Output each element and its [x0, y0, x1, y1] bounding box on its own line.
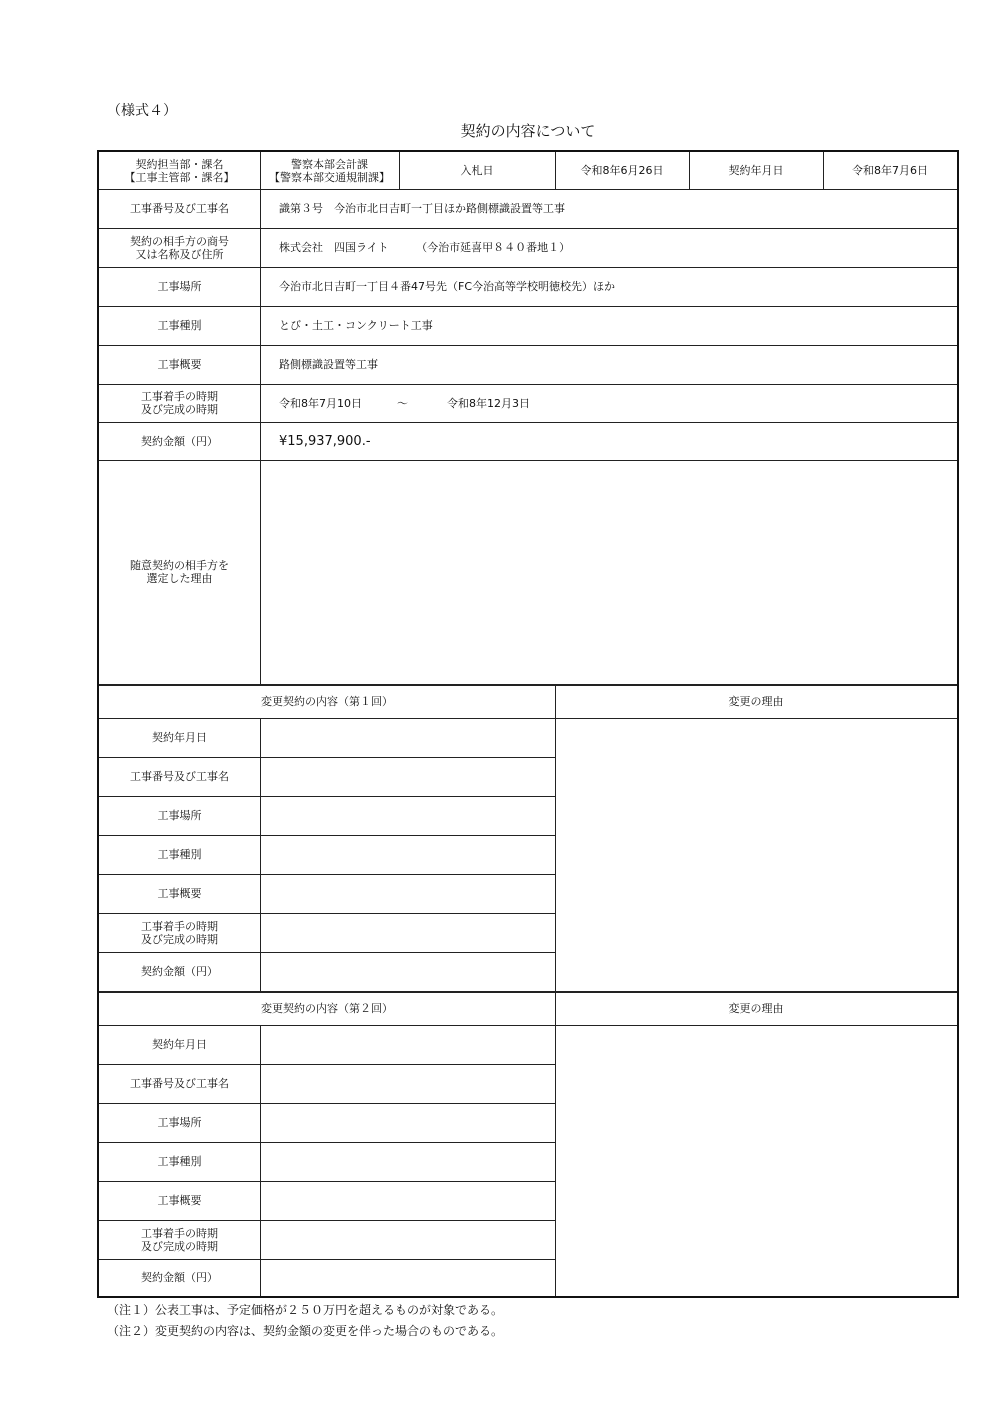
place-label: 工事場所 [157, 280, 202, 293]
work-no-value: 識第３号 今治市北日吉町一丁目ほか路側標識設置等工事 [279, 202, 565, 215]
period-value [260, 384, 957, 422]
work-no-label: 工事番号及び工事名 [130, 202, 229, 215]
change2-header: 変更契約の内容（第２回） [261, 1001, 393, 1015]
summary-value: 路側標識設置等工事 [279, 358, 378, 371]
change1-place-label: 工事場所 [157, 809, 202, 822]
reason-value [260, 460, 957, 684]
footnote-2: （注２）変更契約の内容は、契約金額の変更を伴った場合のものである。 [107, 1324, 504, 1338]
change1-header: 変更契約の内容（第１回） [261, 694, 393, 708]
dept-label-line2: 【工事主管部・課名】 [124, 170, 235, 184]
reason-label-line1: 随意契約の相手方を [130, 559, 229, 572]
change2-work-no-label: 工事番号及び工事名 [130, 1077, 229, 1090]
amount-value: ¥15,937,900.- [279, 433, 371, 449]
period-label-line2: 及び完成の時期 [141, 403, 218, 416]
contract-date-label: 契約年月日 [728, 164, 784, 177]
change1-type-label: 工事種別 [157, 848, 202, 861]
change1-date-label: 契約年月日 [152, 731, 207, 744]
partner-label-line2: 又は名称及び住所 [135, 247, 224, 261]
change1-period-label-line2: 及び完成の時期 [141, 932, 218, 946]
change2-reason-header: 変更の理由 [728, 1001, 784, 1015]
change1-reason-header: 変更の理由 [728, 694, 784, 708]
reason-label [99, 460, 260, 684]
change1-work-no-label: 工事番号及び工事名 [130, 770, 229, 783]
reason-label-line2: 選定した理由 [146, 572, 213, 585]
period-end: 令和8年12月3日 [447, 396, 530, 410]
form-number-label: （様式４） [107, 103, 177, 119]
grid-line [260, 1025, 261, 1296]
bid-date-value: 令和8年6月26日 [580, 164, 664, 177]
change2-period-label-line1: 工事着手の時期 [141, 1226, 218, 1240]
change2-type-label: 工事種別 [157, 1155, 202, 1168]
dept-label [99, 152, 260, 189]
change2-date-label: 契約年月日 [152, 1038, 207, 1051]
period-start: 令和8年7月10日 [279, 396, 362, 410]
type-value: とび・土工・コンクリート工事 [279, 319, 433, 332]
dept-value-line2: 【警察本部交通規制課】 [269, 170, 390, 184]
period-label [99, 384, 260, 422]
dept-value-line1: 警察本部会計課 [291, 157, 368, 171]
change2-place-label: 工事場所 [157, 1116, 202, 1129]
change2-summary-label: 工事概要 [157, 1194, 202, 1207]
amount-label: 契約金額（円） [141, 434, 218, 448]
partner-value: 株式会社 四国ライト （今治市延喜甲８４０番地１） [279, 241, 571, 254]
partner-label [99, 228, 260, 267]
change1-summary-label: 工事概要 [157, 887, 202, 900]
footnotes [107, 1300, 503, 1342]
change2-period-label-line2: 及び完成の時期 [141, 1239, 218, 1253]
partner-label-line1: 契約の相手方の商号 [130, 234, 229, 248]
summary-label: 工事概要 [157, 358, 202, 371]
type-label: 工事種別 [157, 319, 202, 332]
dept-value [260, 152, 399, 189]
change2-amount-label: 契約金額（円） [141, 1271, 218, 1284]
contract-date-value: 令和8年7月6日 [852, 164, 928, 177]
change2-period-label [99, 1220, 260, 1259]
grid-line [260, 718, 261, 991]
change1-amount-label: 契約金額（円） [141, 965, 218, 978]
period-separator: ～ [397, 396, 408, 410]
change1-period-label-line1: 工事着手の時期 [141, 919, 218, 933]
contract-form-table [97, 150, 959, 1298]
change1-period-label [99, 913, 260, 952]
bid-date-label: 入札日 [460, 164, 494, 177]
place-value: 今治市北日吉町一丁目４番47号先（FC今治高等学校明徳校先）ほか [279, 280, 616, 293]
footnote-1: （注１）公表工事は、予定価格が２５０万円を超えるものが対象である。 [107, 1303, 504, 1317]
document-title: 契約の内容について [460, 122, 596, 140]
dept-label-line1: 契約担当部・課名 [135, 157, 224, 171]
period-label-line1: 工事着手の時期 [141, 390, 218, 403]
grid-line [555, 684, 556, 1296]
